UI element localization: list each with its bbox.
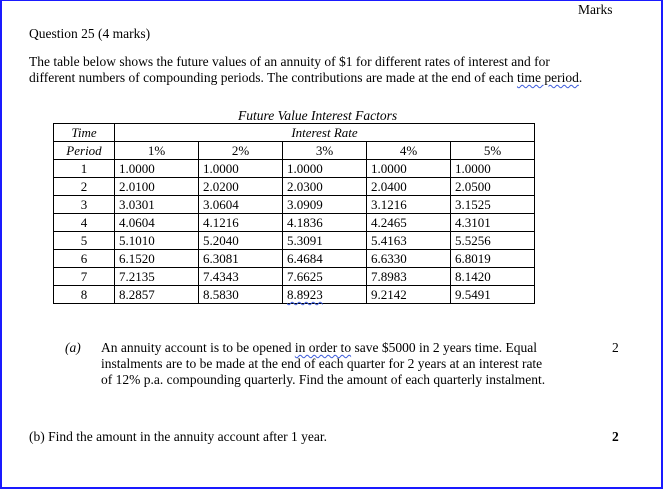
value-cell: 7.8983	[367, 268, 451, 286]
value-cell: 5.5256	[451, 232, 535, 250]
part-a-marks: 2	[612, 340, 619, 355]
table-header-row-1	[54, 124, 535, 142]
intro-text: The table below shows the future values of an annuity of $1 for different rates of interest and for different numbers of compounding periods. The contributions are made at the end of each	[29, 54, 550, 85]
part-a-label: (a)	[65, 340, 81, 355]
value-cell: 6.3081	[199, 250, 283, 268]
value-cell: 1.0000	[451, 160, 535, 178]
period-cell: 4	[54, 214, 115, 232]
value-cell: 7.4343	[199, 268, 283, 286]
rate-header: 1%	[115, 142, 199, 160]
value-cell: 3.0301	[115, 196, 199, 214]
future-value-table	[53, 123, 535, 304]
value-cell: 5.4163	[367, 232, 451, 250]
part-a-underlined-text: in order to	[294, 340, 352, 355]
value-cell: 2.0200	[199, 178, 283, 196]
table-header-row-2	[54, 142, 535, 160]
value-cell: 3.1216	[367, 196, 451, 214]
row-header-period: Period	[54, 142, 115, 160]
table-row	[54, 160, 535, 178]
table-caption: Future Value Interest Factors	[238, 108, 398, 123]
period-cell: 6	[54, 250, 115, 268]
intro-underlined-text: time period	[516, 70, 579, 85]
value-cell: 5.3091	[283, 232, 367, 250]
rate-header: 3%	[283, 142, 367, 160]
period-cell: 2	[54, 178, 115, 196]
table-row	[54, 178, 535, 196]
interest-rate-header: Interest Rate	[115, 124, 535, 142]
value-cell: 1.0000	[283, 160, 367, 178]
period-cell: 7	[54, 268, 115, 286]
value-cell: 4.0604	[115, 214, 199, 232]
marks-heading: Marks	[578, 2, 613, 17]
value-cell: 5.1010	[115, 232, 199, 250]
table-row	[54, 268, 535, 286]
row-header-time: Time	[54, 124, 115, 142]
value-cell: 8.8923	[283, 286, 367, 304]
value-cell: 4.1216	[199, 214, 283, 232]
value-cell: 6.4684	[283, 250, 367, 268]
table-row	[54, 232, 535, 250]
value-cell: 1.0000	[367, 160, 451, 178]
table-row	[54, 214, 535, 232]
value-cell: 2.0400	[367, 178, 451, 196]
intro-end: .	[578, 70, 583, 85]
value-cell: 6.1520	[115, 250, 199, 268]
value-cell: 9.2142	[367, 286, 451, 304]
value-cell: 8.1420	[451, 268, 535, 286]
rate-header: 5%	[451, 142, 535, 160]
part-a-text-start: An annuity account is to be opened	[101, 340, 295, 355]
period-cell: 8	[54, 286, 115, 304]
value-cell: 1.0000	[115, 160, 199, 178]
period-cell: 5	[54, 232, 115, 250]
part-b-marks: 2	[612, 429, 619, 444]
value-cell: 2.0100	[115, 178, 199, 196]
table-row	[54, 250, 535, 268]
value-cell: 9.5491	[451, 286, 535, 304]
value-cell: 7.2135	[115, 268, 199, 286]
value-cell: 7.6625	[283, 268, 367, 286]
question-intro	[29, 54, 589, 86]
value-cell: 6.6330	[367, 250, 451, 268]
value-cell: 2.0300	[283, 178, 367, 196]
period-cell: 3	[54, 196, 115, 214]
value-cell: 4.3101	[451, 214, 535, 232]
value-cell: 1.0000	[199, 160, 283, 178]
value-cell: 3.0909	[283, 196, 367, 214]
value-cell: 4.1836	[283, 214, 367, 232]
value-cell: 6.8019	[451, 250, 535, 268]
table-row	[54, 196, 535, 214]
rate-header: 4%	[367, 142, 451, 160]
value-cell: 8.5830	[199, 286, 283, 304]
part-a-text-end: save $5000 in 2 years time. Equal instalments are to be made at the end of each quarter for 2 years at an interest rate of 12% p.a. compounding quarterly. Find the amount of each quarterly instalment.	[101, 340, 546, 387]
table-row	[54, 286, 535, 304]
part-b-text: (b) Find the amount in the annuity account after 1 year.	[29, 429, 328, 444]
value-cell: 2.0500	[451, 178, 535, 196]
question-title: Question 25 (4 marks)	[29, 26, 151, 41]
rate-header: 2%	[199, 142, 283, 160]
period-cell: 1	[54, 160, 115, 178]
part-a-text	[101, 340, 551, 388]
value-cell: 3.1525	[451, 196, 535, 214]
value-cell: 5.2040	[199, 232, 283, 250]
value-cell: 8.2857	[115, 286, 199, 304]
value-cell: 3.0604	[199, 196, 283, 214]
value-cell: 4.2465	[367, 214, 451, 232]
